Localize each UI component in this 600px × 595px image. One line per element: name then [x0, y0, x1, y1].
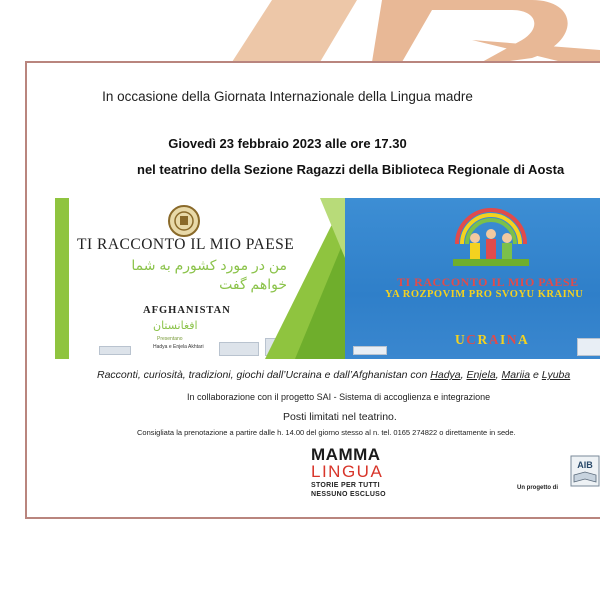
- library-logo-icon: [219, 342, 259, 356]
- afghanistan-banner: [55, 198, 345, 359]
- date-time-text: Giovedì 23 febbraio 2023 alle ore 17.30: [168, 136, 407, 151]
- venue-text: nel teatrino della Sezione Ragazzi della Biblioteca Regionale di Aosta: [137, 162, 565, 177]
- presented-label: Presentano: [157, 336, 183, 342]
- booking-text: Consigliata la prenotazione a partire dalle h. 14.00 del giorno stesso al n. tel. 0165 274822 o direttamente in sede.: [137, 428, 516, 437]
- air-book-logo-icon: [570, 455, 600, 487]
- afghanistan-country: AFGHANISTAN: [143, 305, 231, 316]
- separator: e: [530, 369, 542, 381]
- participant-name: Mariia: [501, 369, 531, 381]
- event-invitation-card: [25, 61, 600, 519]
- persian-line-1: من در مورد کشورم به شما: [131, 257, 287, 273]
- afghanistan-title-persian: [131, 256, 287, 294]
- country-letter: U: [455, 332, 467, 347]
- brand-tagline-2: NESSUNO ESCLUSO: [311, 491, 386, 498]
- participant-name: Hadya: [430, 369, 461, 381]
- afghanistan-title: TI RACCONTO IL MIO PAESE: [77, 236, 295, 253]
- country-letter: N: [506, 332, 519, 347]
- brand-line-2: LINGUA: [311, 462, 384, 481]
- persian-line-2: خواهم گفت: [219, 276, 287, 292]
- mamma-lingua-logo: [311, 446, 386, 499]
- afghanistan-country-persian: افغانستان: [153, 320, 198, 332]
- children-rainbow-icon: [453, 204, 529, 266]
- country-letter: A: [518, 332, 530, 347]
- ukraine-title: TI RACCONTO IL MIO PAESE: [397, 275, 579, 289]
- brand-tagline-1: STORIE PER TUTTI: [311, 482, 380, 489]
- country-letter: I: [500, 332, 507, 347]
- region-logo-icon: [577, 338, 600, 356]
- ukraine-country: [455, 332, 529, 348]
- collaboration-text: In collaborazione con il progetto SAI - Sistema di accoglienza e integrazione: [187, 392, 491, 402]
- seats-text: Posti limitati nel teatrino.: [283, 411, 397, 423]
- afghanistan-emblem-icon: [167, 204, 201, 238]
- partner-logo-icon: [353, 346, 387, 355]
- country-letter: R: [477, 332, 489, 347]
- participant-name: Enjela: [466, 369, 496, 381]
- project-by-label: Un progetto di: [517, 485, 558, 491]
- separator: ,: [460, 369, 467, 381]
- green-triangles-decoration: [265, 198, 345, 359]
- green-stripe: [55, 198, 69, 359]
- event-description: [97, 369, 570, 381]
- occasion-text: In occasione della Giornata Internazionale della Lingua madre: [102, 89, 473, 104]
- presenter-names: Hadya e Enjela Akhtari: [153, 344, 204, 350]
- partner-logo-icon: [99, 346, 131, 355]
- r-logo-icon: [232, 0, 600, 62]
- separator: ,: [495, 369, 502, 381]
- brand-line-1: MAMMA: [311, 445, 381, 464]
- country-letter: A: [488, 332, 500, 347]
- ukraine-banner: [345, 198, 600, 359]
- participant-name: Lyuba: [541, 369, 571, 381]
- ukraine-subtitle: YA ROZPOVIM PRO SVOYU KRAINU: [385, 289, 584, 300]
- svg-text:AIB: AIB: [577, 460, 593, 470]
- country-letter: C: [466, 332, 478, 347]
- description-text: Racconti, curiosità, tradizioni, giochi dall’Ucraina e dall’Afghanistan con: [97, 369, 431, 381]
